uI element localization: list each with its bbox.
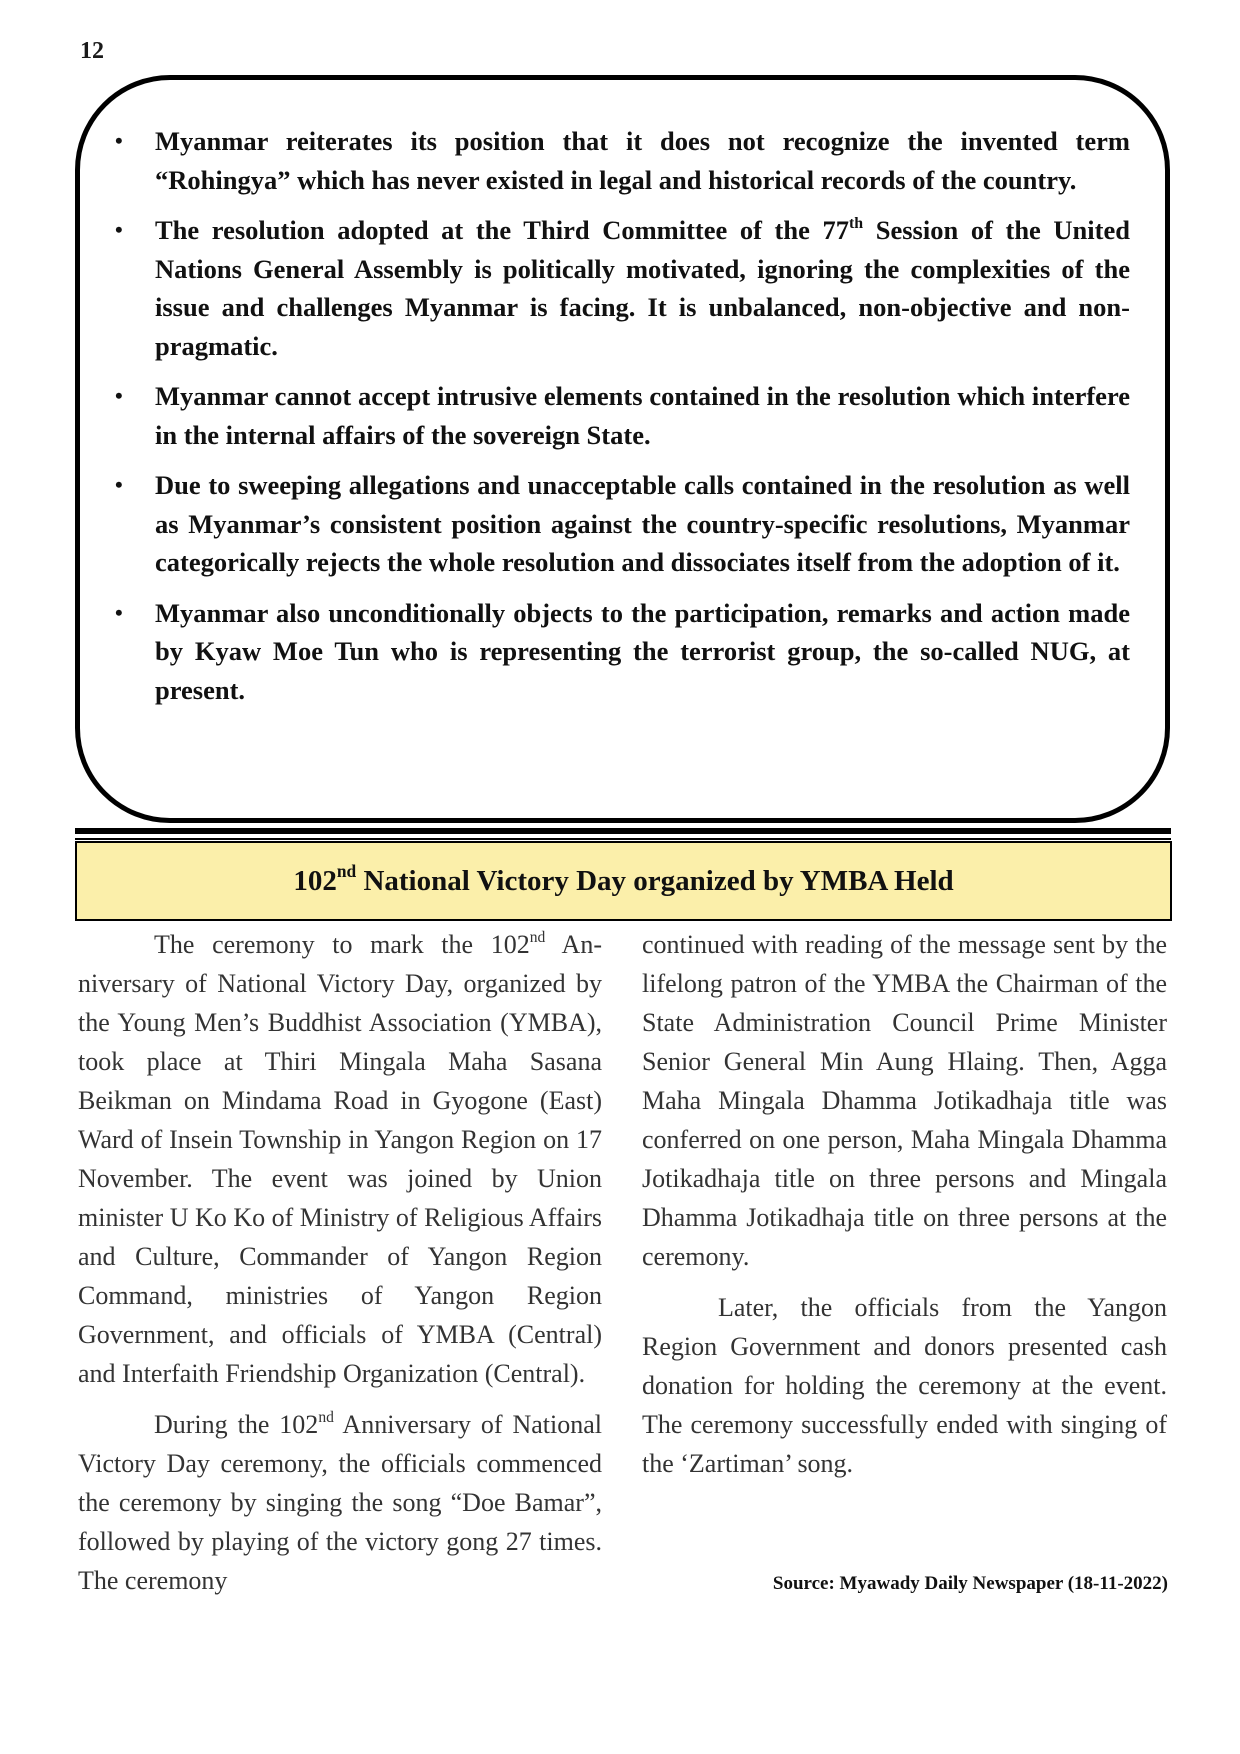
bullet-icon: • [115,383,123,408]
statement-bullet-list [113,122,1130,721]
bullet-icon: • [115,599,123,625]
article-paragraph-continued: continued with reading of the message sent by the lifelong patron of the YMBA the Chairman of the State Administration Council Prime Minister Senior General Min Aung Hlaing. Then, Agga Maha Mingala Dhamma Jotikadhaja title was conferred on one person, Maha Mingala Dhamma Jotikadhaja title on three persons and Mingala Dhamma Jotikadhaja title on three persons at the ceremony. [642,930,1167,1271]
article-column-left [78,925,602,1612]
bullet-item [113,594,1130,710]
divider-thin [75,838,1171,840]
bullet-text: Myanmar cannot accept intrusive elements contained in the resolution which interfere in the internal affairs of the sovereign State. [155,381,1130,450]
article-paragraph: The ceremony to mark the 102nd Anniversary of National Victory Day, organized by the Young Men’s Buddhist Association (YMBA), took place at Thiri Mingala Maha Sasana Beikman on Mindama Road in Gyogone (East) Ward of Insein Township in Yangon Region on 17 November. The event was joined by Union minister U Ko Ko of Ministry of Religious Affairs and Culture, Commander of Yangon Region Command, ministries of Yangon Region Government, and officials of YMBA (Central) and Interfaith Friendship Organization (Central). [78,928,603,1388]
divider-thick [75,828,1171,834]
bullet-icon: • [115,472,123,497]
article-paragraph: During the 102nd Anniversary of National Victory Day ceremony, the officials commenced the ceremony by singing the song “Doe Bamar”, followed by playing of the victory gong 27 times. The ceremony [78,1408,603,1595]
article-headline-box [75,841,1172,921]
bullet-item [113,377,1130,454]
bullet-item [113,211,1130,365]
bullet-item [113,466,1130,582]
bullet-text: The resolution adopted at the Third Committee of the 77th Session of the United Nations General Assembly is politically motivated, ignoring the complexities of the issue and challenges Myanmar is facing. It is unbalanced, non-objective and non-pragmatic. [155,214,1130,361]
bullet-text: Due to sweeping allegations and unacceptable calls contained in the resolution as well as Myanmar’s consistent position against the country-specific resolutions, Myanmar categorically rejects the whole resolution and dissociates itself from the adoption of it. [155,470,1130,577]
bullet-text: Myanmar also unconditionally objects to the participation, remarks and action made by Kyaw Moe Tun who is representing the terrorist group, the so-called NUG, at present. [155,597,1130,705]
page-number: 12 [80,38,104,64]
statement-box [75,75,1170,823]
article-paragraph: Later, the officials from the Yangon Region Government and donors presented cash donation for holding the ceremony at the event. The ceremony successfully ended with singing of the ‘Zartiman’ song. [642,1293,1167,1478]
bullet-icon: • [115,217,123,242]
bullet-icon: • [115,128,123,153]
source-credit: Source: Myawady Daily Newspaper (18-11-2022) [772,1573,1168,1594]
article-headline: 102nd National Victory Day organized by YMBA Held [293,861,954,897]
bullet-item [113,122,1130,199]
article-column-right [642,925,1167,1495]
bullet-text: Myanmar reiterates its position that it does not recognize the invented term “Rohingya” which has never existed in legal and historical records of the country. [155,126,1130,195]
